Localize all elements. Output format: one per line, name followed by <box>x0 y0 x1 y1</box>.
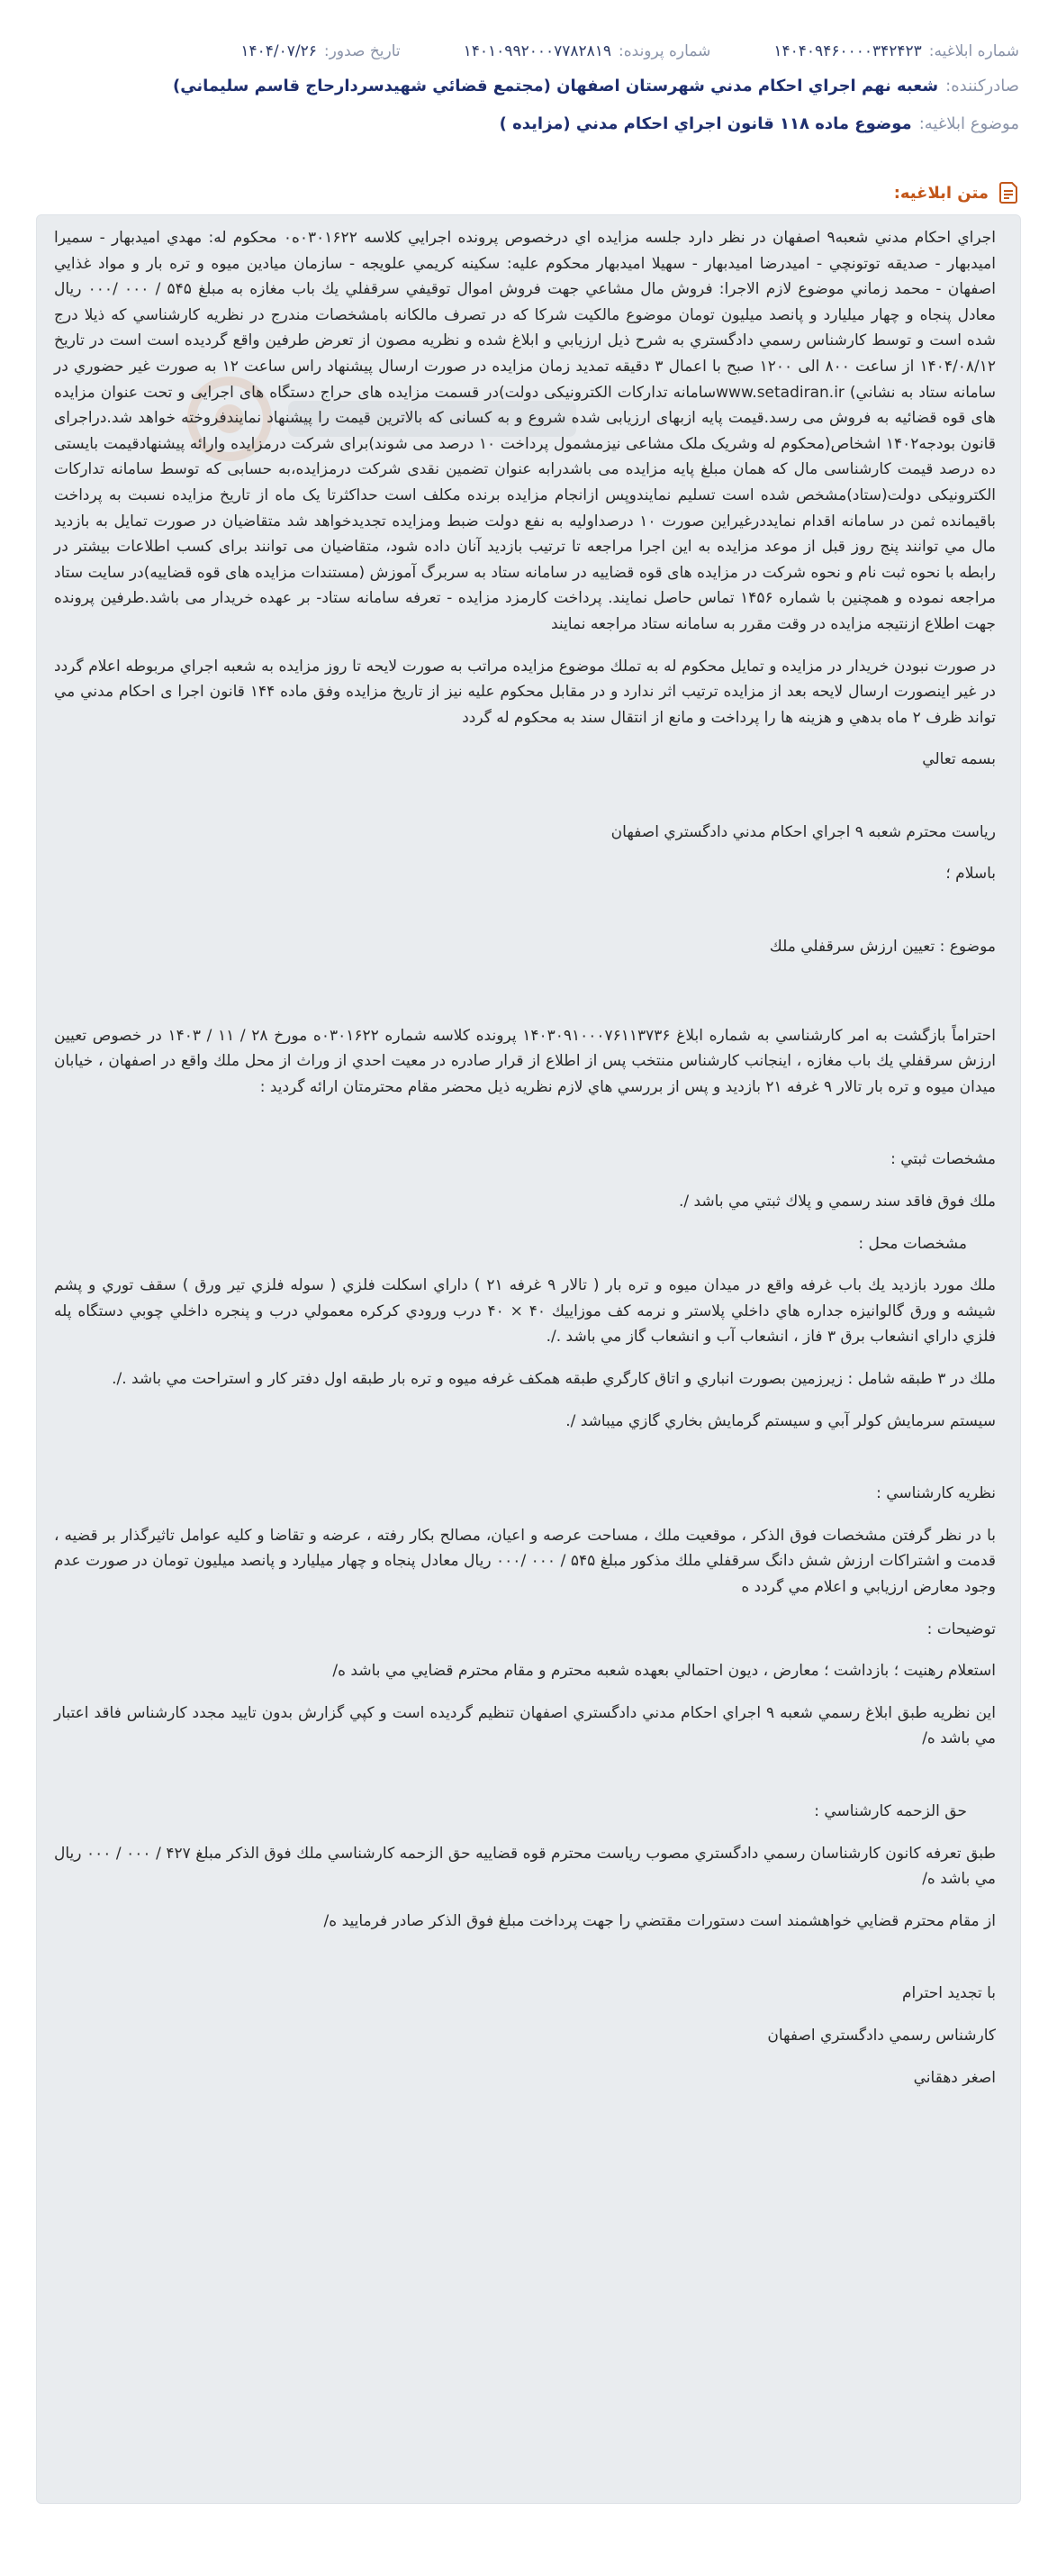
floors-description: ملك در ۳ طبقه شامل : زيرزمين بصورت انباري و اتاق كارگري طبقه همكف غرفه ميوه و تره بار طبقه اول دفتر كار و استراحت مي باشد ./. <box>112 1370 996 1388</box>
notice-header <box>38 36 1019 142</box>
fee-text: طبق تعرفه كانون كارشناسان رسمي دادگستري مصوب رياست محترم قوه قضاييه حق الزحمه كارشناسي ملك فوق الذكر مبلغ ۴۲۷ / ۰۰۰ / ۰۰۰ ريال مي باشد ه/ <box>54 1844 996 1889</box>
subject-line <box>38 104 1019 142</box>
section-title <box>894 180 1021 205</box>
notes-heading: توضيحات : <box>926 1619 996 1638</box>
notice-number-label: شماره ابلاغیه: <box>928 42 1019 60</box>
report-subject-line: موضوع : تعيين ارزش سرقفلي ملك <box>769 938 996 957</box>
closing-line: با تجديد احترام <box>902 1984 996 2003</box>
addressee-line: رياست محترم شعبه ۹ اجراي احكام مدني دادگستري اصفهان <box>610 822 996 841</box>
expert-opinion-heading: نظريه كارشناسي : <box>876 1484 996 1503</box>
location-heading: مشخصات محل : <box>858 1234 967 1253</box>
fee-request: از مقام محترم قضايي خواهشمند است دستورات مقتضي را جهت پرداخت مبلغ فوق الذكر صادر فرماييد ه/ <box>323 1911 996 1930</box>
registration-heading: مشخصات ثبتي : <box>890 1150 996 1169</box>
case-number-value: ۱۴۰۱۰۹۹۲۰۰۰۷۷۸۲۸۱۹ <box>463 42 612 60</box>
issue-date-label: تاریخ صدور: <box>323 42 401 60</box>
creditor-option-paragraph: در صورت نبودن خريدار در مزايده و تمايل محكوم له به تملك موضوع مزايده مراتب به صورت لايحه تا روز مزايده به شعبه اجراي مربوطه اعلام گردد در غير اينصورت ارسال لايحه بعد از مزايده ترتيب اثر ندارد و در مقابل محكوم عليه نيز از تاريخ مزايده وفق ماده ۱۴۴ قانون اجرا ی احكام مدني مي تواند ظرف ۲ ماه بدهي و هزينه ها را پرداخت و مانع از انتقال سند به محكوم له گردد <box>54 657 996 727</box>
greeting-line: باسلام ؛ <box>945 865 996 884</box>
notice-number <box>773 42 1019 60</box>
issuer-value: شعبه نهم اجراي احكام مدني شهرستان اصفهان (مجتمع قضائي شهيدسردارحاج قاسم سليماني) <box>172 76 939 95</box>
case-number <box>464 42 711 60</box>
case-number-label: شماره پرونده: <box>619 42 711 60</box>
notice-number-value: ۱۴۰۴۰۹۴۶۰۰۰۰۳۴۲۴۲۳ <box>773 42 922 60</box>
notice-body <box>54 225 996 2091</box>
subject-label: موضوع ابلاغیه: <box>918 113 1019 133</box>
fee-heading: حق الزحمه كارشناسي : <box>814 1801 967 1820</box>
hvac-description: سيستم سرمايش كولر آبي و سيستم گرمايش بخاري گازي ميباشد /. <box>565 1411 996 1430</box>
notes-text-1: استعلام رهنيت ؛ بازداشت ؛ معارض ، ديون احتمالي بعهده شعبه محترم و مقام محترم قضايي مي باشد ه/ <box>332 1662 996 1681</box>
document-icon <box>998 180 1021 205</box>
section-title-text: متن ابلاغیه: <box>893 183 989 203</box>
expert-opinion-text: با در نظر گرفتن مشخصات فوق الذكر ، موقعيت ملك ، مساحت عرصه و اعيان، مصالح بكار رفته ، عرضه و تقاضا و كليه عوامل تاثيرگذار بر قضيه ، قدمت و اشتراكات ارزش شش دانگ سرقفلي ملك مذكور مبلغ ۵۴۵ / ۰۰۰ /۰۰۰ ريال معادل پنجاه و چهار ميليارد و پانصد ميليون تومان در صورت عدم وجود معارض ارزيابي و اعلام مي گردد ه <box>54 1526 997 1596</box>
issue-date <box>240 42 400 60</box>
issuer-label: صادرکننده: <box>945 76 1019 95</box>
bismillah-line: بسمه تعالي <box>922 750 996 769</box>
notes-text-2: اين نظريه طبق ابلاغ رسمي شعبه ۹ اجراي احكام مدني دادگستري اصفهان تنظيم گرديده است و كپي گزارش بدون تاييد مجدد كارشناس فاقد اعتبار مي باشد ه/ <box>54 1703 996 1748</box>
meta-row <box>38 36 1019 67</box>
location-description: ملك مورد بازديد يك باب غرفه واقع در ميدان ميوه و تره بار ( تالار ۹ غرفه ۲۱ ) داراي اسكلت فلزي ( سوله فلزي تير ورق ) سقف توري و پشم شيشه و ورق گالوانيزه جداره هاي داخلي پلاستر و نرمه كف موزاييك ۴۰ × ۴۰ درب ورودي كركره معمولي درب و پنجره داخلي چوبي دستگاه پله فلزي داراي انشعاب برق ۳ فاز ، انشعاب آب و انشعاب گاز مي باشد ./. <box>54 1276 997 1347</box>
issue-date-value: ۱۴۰۴/۰۷/۲۶ <box>240 42 317 60</box>
issuer-line <box>38 67 1019 104</box>
registration-text: ملك فوق فاقد سند رسمي و پلاك ثبتي مي باشد /. <box>678 1193 996 1211</box>
signer-title: كارشناس رسمي دادگستري اصفهان <box>767 2026 996 2045</box>
signer-name: اصغر دهقاني <box>913 2068 996 2087</box>
subject-value: موضوع ماده ۱۱۸ قانون اجراي احكام مدني (مزايده ) <box>499 113 912 133</box>
auction-paragraph: اجراي احكام مدني شعبه۹ اصفهان در نظر دارد جلسه مزايده اي درخصوص پرونده اجرايي كلاسه ۰۳۰۱۶۲۲ه۰ محكوم له: مهدي اميدبهار - سميرا اميدبهار - صديقه توتونچي - اميدرضا اميدبهار - سهيلا اميدبهار محكوم عليه: سكينه كريمي علويجه - سازمان ميادين ميوه و تره بار و مواد غذايي اصفهان - محمد زماني موضوع لازم الاجرا: فروش مال مشاعي جهت فروش اموال توقيفي سرقفلي يك باب مغازه به مبلغ ۵۴۵ / ۰۰۰ /۰۰۰ ريال معادل پنجاه و چهار ميليارد و پانصد ميليون تومان موضوع مالكيت شركا كه در تصرف مالكانه بامشخصات مندرج در نظريه كارشناسي كه ذيلا درج شده است و توسط كارشناس رسمي دادگستري به شرح ذيل ارزيابي و ابلاغ شده و نظريه مصون از تعرض طرفين واقع گرديده است است در تاريخ ۱۴۰۴/۰۸/۱۲ از ساعت ۸۰۰ الی ۱۲۰۰ صبح با اعمال ۳ دقیقه تمدید زمان مزایده در صورت ارسال پیشنهاد راس ساعت ۱۲ به صورت غير حضوري در سامانه ستاد به نشاني) www.setadiran.irسامانه تدارکات الکترونیکی دولت)در قسمت مزایده های حراج دستگاه های اجرایی و تحت عنوان مزایده های قوه قضائیه به فروش می رسد.قيمت پايه ازبهاى ارزيابى شده شروع و به كسانى كه بالاترين قيمت را پيشنهاد نمايندفروخته خواهد شد.دراجرای قانون بودجه۱۴۰۲ اشخاص(محکوم له وشریک ملک مشاعی نیزمشمول پرداخت ۱۰ درصد می شوند)برای شرکت درمزایده وارائه پیشنهادقیمت بایستی ده درصد قیمت کارشناسی مال که همان مبلغ پایه مزایده می باشدرابه عنوان تضمین نقدی شرکت درمزایده،به حسابی که توسط سامانه تدارکات الکترونیکی دولت(ستاد)مشخص شده است تسلیم نمایندوپس ازانجام مزایده برنده مکلف است حداکثرتا یک ماه از تاریخ مزایده نسبت به پرداخت باقیمانده ثمن در سامانه اقدام نمایددرغیراین صورت ۱۰ درصداولیه به نفع دولت ضبط ومزایده تجدیدخواهد شد متقاضيان در صورت تمايل به بازديد مال مي توانند پنج روز قبل از موعد مزايده به اين اجرا مراجعه تا ترتيب بازديد آنان داده شود، متقاضیان می توانند برای کسب اطلاعات بیشتر در رابطه با نحوه ثبت نام و نحوه شرکت در مزایده های قوه قضاییه در سامانه ستاد به سربرگ آموزش (مستندات مزایده های قوه قضاییه)در سایت ستاد مراجعه نموده و همچنین با شماره ۱۴۵۶ تماس حاصل نمایند. پرداخت کارمزد مزایده - تعرفه سامانه ستاد- بر عهده خریدار می باشد.طرفين پرونده جهت اطلاع ازنتيجه مزايده در وقت مقرر به سامانه ستاد مراجعه نمايند <box>54 229 997 633</box>
report-intro-paragraph: احتراماً بازگشت به امر كارشناسي به شماره ابلاغ ۱۴۰۳۰۹۱۰۰۰۷۶۱۱۳۷۳۶ پرونده كلاسه شماره ۰۳۰۱۶۲۲ه مورخ ۲۸ / ۱۱ / ۱۴۰۳ در خصوص تعيين ارزش سرقفلي يك باب مغازه ، اينجانب كارشناس منتخب پس از اطلاع از قرار صادره در معيت احدي از وراث از محل ملك واقع در اصفهان ، خيابان ميدان ميوه و تره بار تالار ۹ غرفه ۲۱ بازديد و پس از بررسي هاي لازم نظريه ذيل محضر مقام محترمتان ارائه گرديد : <box>54 1026 997 1096</box>
